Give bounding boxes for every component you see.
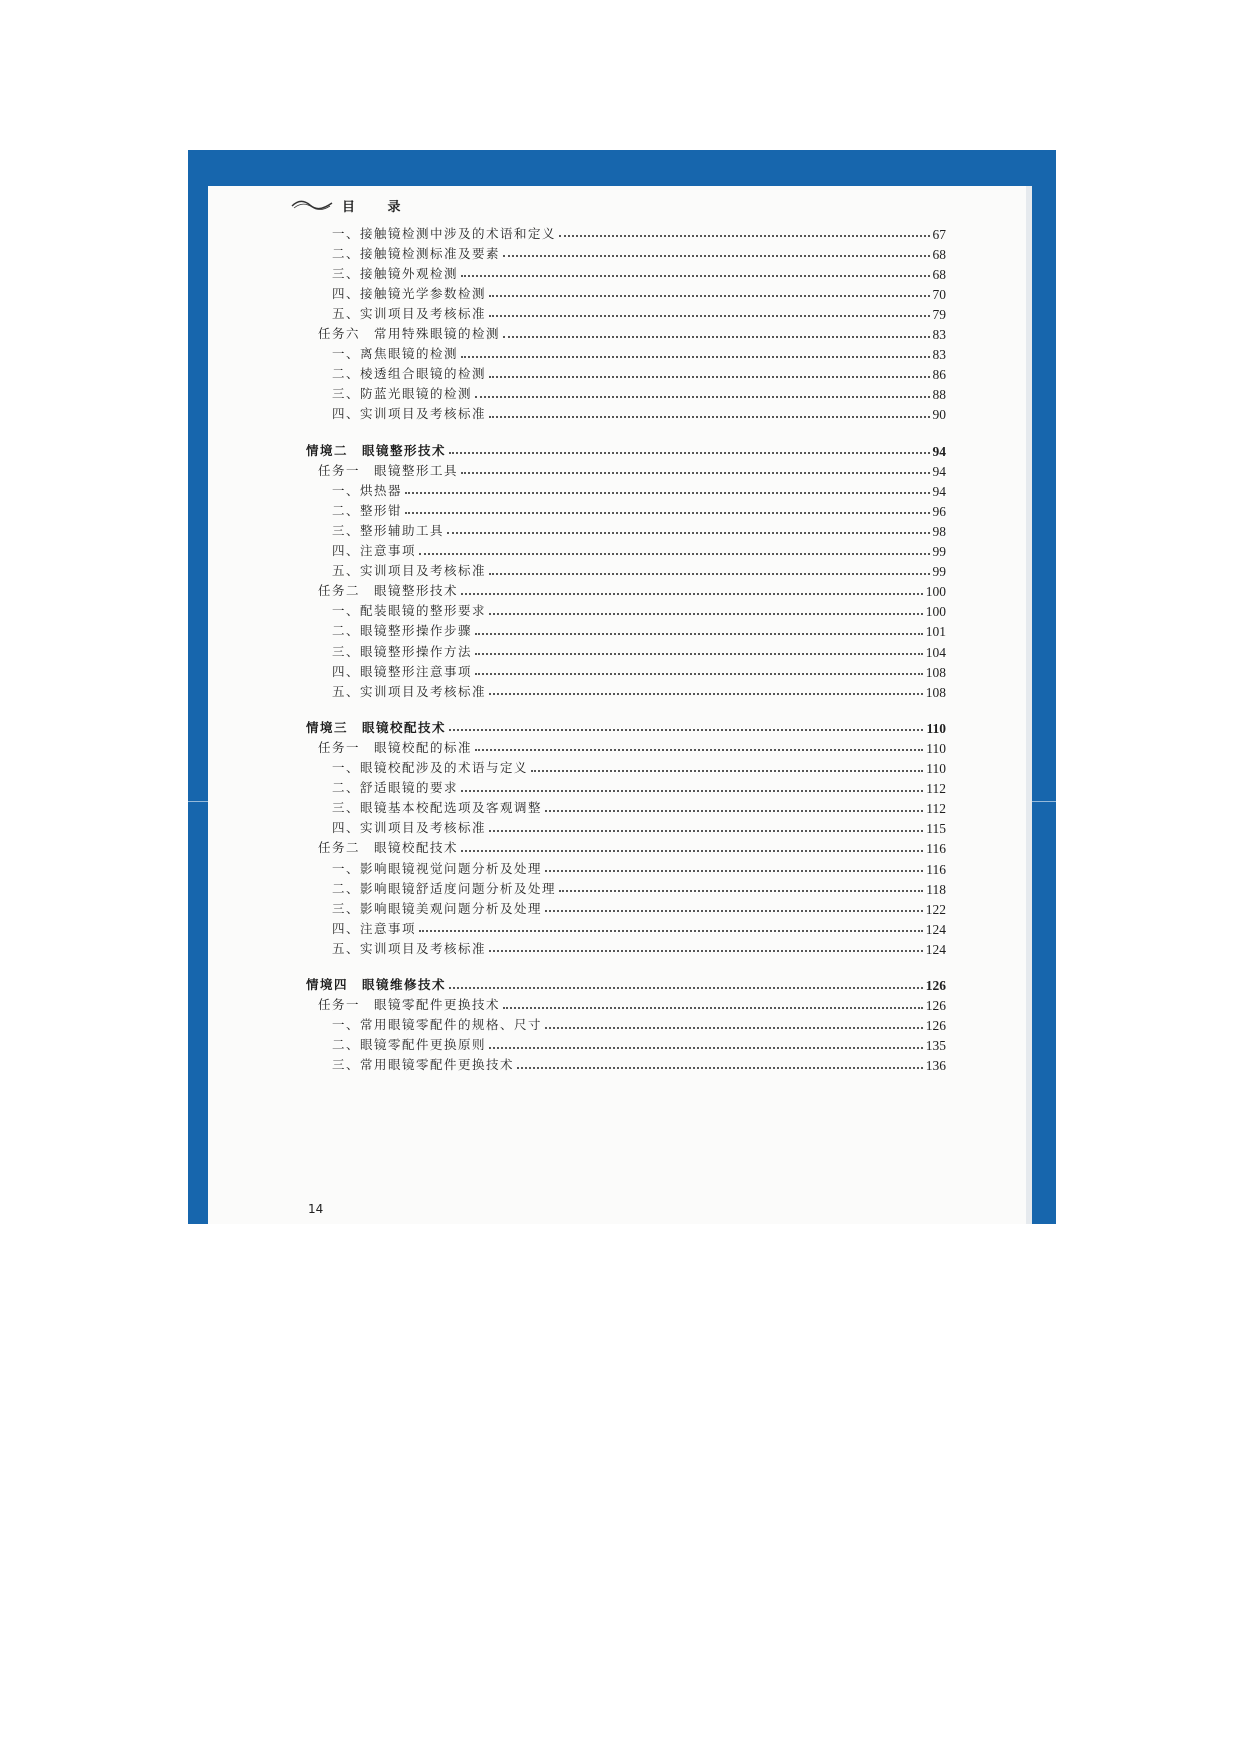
toc-entry-title: 三、防蓝光眼镜的检测 bbox=[332, 386, 473, 402]
wave-ornament-icon bbox=[290, 198, 334, 212]
toc-entry bbox=[332, 519, 946, 539]
dot-leader bbox=[461, 789, 923, 792]
toc-entry-page: 124 bbox=[925, 921, 946, 937]
book-page bbox=[208, 186, 1032, 1224]
toc-entry-title: 二、接触镜检测标准及要素 bbox=[332, 245, 501, 261]
dot-leader bbox=[545, 869, 923, 872]
toc-entry-page: 118 bbox=[926, 881, 946, 897]
toc-entry-title: 任务一 眼镜零配件更换技术 bbox=[318, 997, 501, 1013]
dot-leader bbox=[489, 612, 923, 615]
toc-entry-title: 二、整形钳 bbox=[332, 502, 403, 518]
toc-entry-title: 五、实训项目及考核标准 bbox=[332, 563, 487, 579]
dot-leader bbox=[545, 809, 923, 812]
toc-entry bbox=[318, 994, 946, 1014]
toc-entry-title: 三、接触镜外观检测 bbox=[332, 265, 459, 281]
toc-entry bbox=[332, 343, 946, 363]
toc-entry-page: 96 bbox=[932, 503, 946, 519]
dot-leader bbox=[475, 652, 923, 655]
dot-leader bbox=[405, 511, 929, 514]
dot-leader bbox=[489, 415, 929, 418]
toc-entry-page: 99 bbox=[932, 564, 946, 580]
dot-leader bbox=[449, 986, 923, 989]
toc-entry-page: 124 bbox=[925, 941, 946, 957]
toc-entry-title: 四、注意事项 bbox=[332, 543, 417, 558]
dot-leader bbox=[559, 889, 923, 892]
toc-entry-title: 二、舒适眼镜的要求 bbox=[332, 780, 459, 796]
toc-entry bbox=[332, 620, 946, 640]
toc-entry-title: 三、常用眼镜零配件更换技术 bbox=[332, 1057, 515, 1073]
toc-entry bbox=[332, 363, 946, 383]
toc-entry-title: 四、眼镜整形注意事项 bbox=[332, 663, 473, 679]
dot-leader bbox=[419, 929, 923, 932]
toc-entry-page: 110 bbox=[926, 740, 946, 756]
dot-leader bbox=[419, 552, 929, 555]
page-header bbox=[290, 194, 415, 216]
toc-entry-page: 136 bbox=[925, 1058, 946, 1074]
dot-leader bbox=[489, 572, 929, 575]
toc-entry-page: 116 bbox=[926, 841, 946, 857]
toc-entry-title: 四、实训项目及考核标准 bbox=[332, 820, 487, 836]
dot-leader bbox=[449, 728, 923, 731]
dot-leader bbox=[489, 692, 923, 695]
toc-entry-title: 任务一 眼镜整形工具 bbox=[318, 462, 459, 478]
toc-entry bbox=[332, 242, 946, 262]
toc-entry-page: 108 bbox=[925, 684, 946, 700]
toc-entry-title: 二、眼镜零配件更换原则 bbox=[332, 1037, 487, 1053]
dot-leader bbox=[545, 909, 923, 912]
dot-leader bbox=[405, 491, 929, 494]
toc-entry-title: 五、实训项目及考核标准 bbox=[332, 305, 487, 321]
toc-entry bbox=[332, 1054, 946, 1074]
dot-leader bbox=[461, 849, 923, 852]
toc-entry-title: 一、常用眼镜零配件的规格、尺寸 bbox=[332, 1017, 543, 1033]
page-number: 14 bbox=[308, 1202, 324, 1216]
toc-entry-page: 79 bbox=[932, 306, 946, 322]
toc-entry-title: 任务一 眼镜校配的标准 bbox=[318, 739, 473, 755]
dot-leader bbox=[461, 592, 923, 595]
toc-entry bbox=[318, 323, 946, 343]
toc-entry-title: 二、眼镜整形操作步骤 bbox=[332, 623, 473, 639]
toc-entry bbox=[332, 499, 946, 519]
toc-entry bbox=[332, 640, 946, 660]
toc-entry-title: 一、影响眼镜视觉问题分析及处理 bbox=[332, 860, 543, 876]
toc-entry bbox=[318, 459, 946, 479]
toc-entry bbox=[332, 917, 946, 937]
dot-leader bbox=[475, 632, 923, 635]
toc-entry bbox=[332, 560, 946, 580]
toc-entry-title: 三、眼镜整形操作方法 bbox=[332, 643, 473, 659]
toc-entry-page: 122 bbox=[925, 901, 946, 917]
toc-entry-page: 104 bbox=[925, 644, 946, 660]
dot-leader bbox=[489, 294, 929, 297]
toc-entry-title: 三、眼镜基本校配选项及客观调整 bbox=[332, 800, 543, 816]
toc-entry-page: 100 bbox=[925, 604, 946, 620]
toc-entry bbox=[306, 974, 946, 994]
toc-entry bbox=[332, 222, 946, 242]
toc-entry-page: 116 bbox=[926, 861, 946, 877]
toc-entry-title: 五、实训项目及考核标准 bbox=[332, 683, 487, 699]
toc-entry-title: 一、接触镜检测中涉及的术语和定义 bbox=[332, 225, 557, 241]
toc-entry bbox=[318, 736, 946, 756]
toc-entry bbox=[332, 797, 946, 817]
toc-entry-title: 二、影响眼镜舒适度问题分析及处理 bbox=[332, 880, 557, 896]
toc-entry-title: 一、烘热器 bbox=[332, 482, 403, 498]
toc-entry-page: 100 bbox=[925, 584, 946, 600]
toc-entry bbox=[332, 877, 946, 897]
toc-entry-page: 86 bbox=[932, 367, 946, 383]
toc-entry-title: 一、离焦眼镜的检测 bbox=[332, 346, 459, 362]
toc-entry bbox=[306, 716, 946, 736]
toc-entry bbox=[332, 937, 946, 957]
toc-entry-page: 112 bbox=[926, 801, 946, 817]
toc-entry-title: 四、实训项目及考核标准 bbox=[332, 406, 487, 422]
toc-entry bbox=[332, 383, 946, 403]
dot-leader bbox=[489, 314, 929, 317]
toc-entry bbox=[332, 540, 946, 560]
toc-entry-page: 115 bbox=[926, 821, 946, 837]
toc-entry bbox=[318, 580, 946, 600]
toc-entry-title: 一、眼镜校配涉及的术语与定义 bbox=[332, 760, 529, 775]
toc-entry bbox=[332, 660, 946, 680]
dot-leader bbox=[517, 1066, 923, 1069]
toc-entry-page: 101 bbox=[925, 624, 946, 640]
dot-leader bbox=[461, 471, 929, 474]
toc-entry bbox=[332, 302, 946, 322]
dot-leader bbox=[503, 254, 929, 257]
toc-entry-page: 94 bbox=[932, 443, 946, 459]
toc-entry bbox=[332, 777, 946, 797]
dot-leader bbox=[475, 748, 923, 751]
toc-entry-page: 110 bbox=[926, 761, 946, 776]
toc-entry-page: 126 bbox=[925, 998, 946, 1014]
dot-leader bbox=[461, 274, 929, 277]
toc-entry-page: 83 bbox=[932, 327, 946, 342]
toc-entry-title: 五、实训项目及考核标准 bbox=[332, 940, 487, 956]
toc-entry bbox=[332, 857, 946, 877]
toc-entry bbox=[332, 262, 946, 282]
toc-entry bbox=[306, 439, 946, 459]
toc-entry-page: 70 bbox=[932, 286, 946, 302]
dot-leader bbox=[489, 375, 929, 378]
dot-leader bbox=[461, 355, 929, 358]
toc-entry-title: 任务二 眼镜整形技术 bbox=[318, 583, 459, 599]
dot-leader bbox=[489, 949, 923, 952]
dot-leader bbox=[559, 234, 929, 237]
toc-entry-title: 四、注意事项 bbox=[332, 920, 417, 936]
toc-entry bbox=[332, 600, 946, 620]
toc-entry-title: 任务二 眼镜校配技术 bbox=[318, 840, 459, 856]
scanned-page-frame bbox=[188, 150, 1056, 1224]
dot-leader bbox=[503, 1006, 923, 1009]
toc-entry bbox=[332, 479, 946, 499]
toc-entry-page: 110 bbox=[926, 720, 946, 736]
toc-entry-page: 112 bbox=[926, 781, 946, 797]
toc-entry-title: 情境三 眼镜校配技术 bbox=[306, 719, 447, 735]
dot-leader bbox=[545, 1026, 923, 1029]
dot-leader bbox=[475, 672, 923, 675]
toc-entry bbox=[332, 817, 946, 837]
toc-entry bbox=[318, 837, 946, 857]
toc-entry-page: 67 bbox=[932, 226, 946, 242]
toc-entry-page: 98 bbox=[932, 523, 946, 539]
page-header-title: 目 录 bbox=[342, 199, 415, 215]
toc-entry-page: 88 bbox=[932, 387, 946, 403]
toc-entry bbox=[332, 680, 946, 700]
toc-entry-title: 情境二 眼镜整形技术 bbox=[306, 442, 447, 458]
toc-entry-title: 任务六 常用特殊眼镜的检测 bbox=[318, 326, 501, 341]
toc-entry bbox=[332, 282, 946, 302]
dot-leader bbox=[449, 451, 929, 454]
toc-entry-page: 94 bbox=[932, 483, 946, 499]
toc-entry-title: 二、棱透组合眼镜的检测 bbox=[332, 366, 487, 382]
toc-entry bbox=[332, 1034, 946, 1054]
toc-entry-page: 126 bbox=[925, 1018, 946, 1034]
toc-entry-page: 68 bbox=[932, 246, 946, 262]
toc-entry-title: 三、影响眼镜美观问题分析及处理 bbox=[332, 900, 543, 916]
toc-entry-page: 126 bbox=[925, 978, 946, 993]
toc-entry-page: 108 bbox=[925, 664, 946, 680]
dot-leader bbox=[489, 1046, 923, 1049]
toc-entry bbox=[332, 757, 946, 777]
toc-entry bbox=[332, 897, 946, 917]
dot-leader bbox=[447, 531, 929, 534]
toc-entry-page: 83 bbox=[932, 347, 946, 363]
toc-entry bbox=[332, 403, 946, 423]
dot-leader bbox=[531, 769, 923, 772]
toc-entry-page: 68 bbox=[932, 266, 946, 282]
dot-leader bbox=[489, 829, 923, 832]
toc-entry bbox=[332, 1014, 946, 1034]
toc-entry-title: 四、接触镜光学参数检测 bbox=[332, 285, 487, 301]
toc-entry-title: 情境四 眼镜维修技术 bbox=[306, 977, 447, 992]
toc-entry-title: 三、整形辅助工具 bbox=[332, 522, 445, 538]
dot-leader bbox=[475, 395, 929, 398]
toc-entry-title: 一、配装眼镜的整形要求 bbox=[332, 603, 487, 619]
toc-entry-page: 135 bbox=[925, 1038, 946, 1054]
toc-entry-page: 90 bbox=[932, 407, 946, 423]
toc-entry-page: 94 bbox=[932, 463, 946, 479]
dot-leader bbox=[503, 335, 929, 338]
toc-entry-page: 99 bbox=[932, 544, 946, 559]
